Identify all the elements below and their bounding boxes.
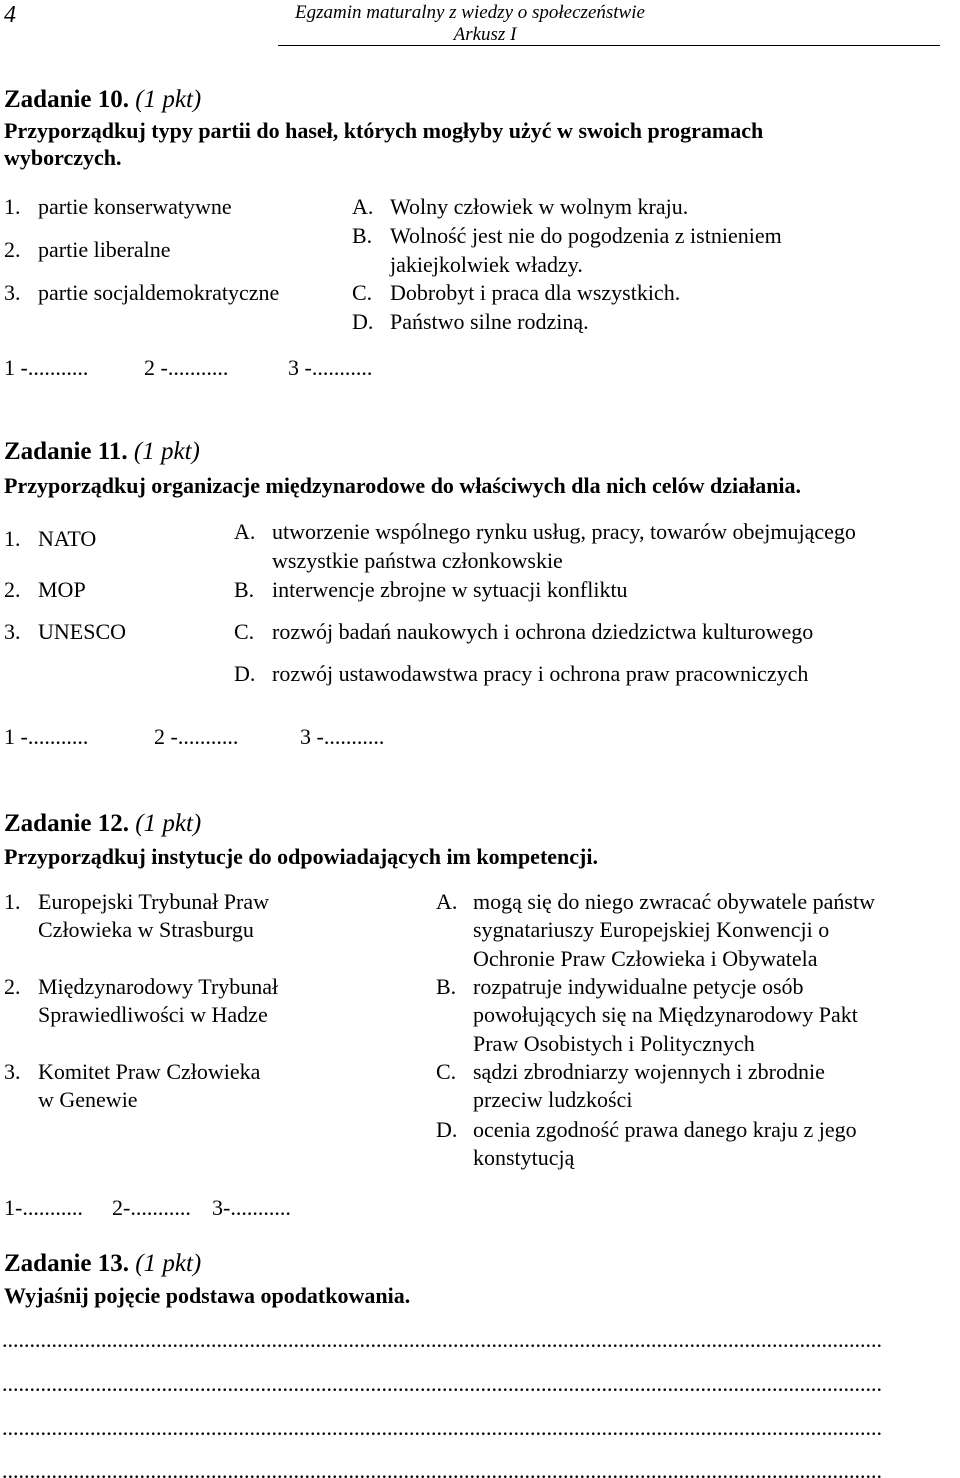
z12-right-letter: A. [436, 889, 458, 914]
header-title: Egzamin maturalny z wiedzy o społeczeństwie [295, 2, 645, 23]
z10-right-text: Dobrobyt i praca dla wszystkich. [390, 280, 681, 305]
z10-right-letter: B. [352, 223, 373, 248]
z10-answer-1[interactable]: 1 -........... [4, 355, 89, 380]
z12-answer-1[interactable]: 1-........... [4, 1195, 83, 1220]
z13-answer-line-1[interactable]: ................................................................................................................................................................ [2, 1327, 882, 1352]
z10-left-label: partie socjaldemokratyczne [38, 280, 280, 305]
z10-right-letter: D. [352, 309, 374, 334]
z11-right-letter: A. [234, 519, 256, 544]
z12-left-text: Międzynarodowy Trybunał [38, 974, 279, 999]
z12-left-number: 2. [4, 974, 21, 999]
z11-title: Zadanie 11. [4, 438, 128, 465]
z11-left-label: UNESCO [38, 619, 127, 644]
z11-left-number: 2. [4, 577, 21, 602]
z11-right-b [234, 577, 628, 603]
z10-points: (1 pkt) [135, 86, 202, 113]
z10-right-c [352, 280, 681, 306]
z11-answer-3[interactable]: 3 -........... [300, 724, 385, 749]
z10-title: Zadanie 10. [4, 86, 130, 113]
z10-answer-2[interactable]: 2 -........... [144, 355, 229, 380]
z11-answer-2[interactable]: 2 -........... [154, 724, 239, 749]
z10-heading [4, 86, 201, 114]
z10-right-text: Państwo silne rodziną. [390, 309, 589, 334]
z12-left-3 [4, 1059, 261, 1112]
z12-left-number: 3. [4, 1059, 21, 1084]
z12-right-letter: B. [436, 974, 457, 999]
z11-right-letter: C. [234, 619, 255, 644]
z12-left-text: Komitet Praw Człowieka [38, 1059, 261, 1084]
z11-left-number: 3. [4, 619, 21, 644]
z12-points: (1 pkt) [135, 810, 202, 837]
z12-answer-3[interactable]: 3-........... [212, 1195, 291, 1220]
z11-right-letter: D. [234, 661, 256, 686]
z11-right-a [234, 519, 856, 573]
z10-left-number: 2. [4, 237, 21, 262]
z11-heading [4, 438, 200, 466]
z10-right-text-cont: jakiejkolwiek władzy. [390, 252, 583, 277]
z10-left-2 [4, 237, 171, 263]
header-subtitle: Arkusz I [453, 24, 517, 45]
z10-right-a [352, 194, 689, 220]
z12-right-a [436, 889, 875, 971]
z10-left-label: partie liberalne [38, 237, 171, 262]
z10-right-b [352, 223, 782, 277]
z11-left-label: NATO [38, 526, 97, 551]
z12-left-number: 1. [4, 889, 21, 914]
z11-right-text: utworzenie wspólnego rynku usług, pracy, towarów obejmującego [272, 519, 856, 544]
z13-points: (1 pkt) [135, 1250, 202, 1277]
z12-right-text-cont: powołujących się na Międzynarodowy Pakt [473, 1002, 858, 1027]
z13-answer-line-4[interactable]: ................................................................................................................................................................ [2, 1458, 882, 1478]
z12-right-text: ocenia zgodność prawa danego kraju z jego [473, 1117, 857, 1142]
z12-left-text: Europejski Trybunał Praw [38, 889, 269, 914]
z10-right-text: Wolny człowiek w wolnym kraju. [390, 194, 689, 219]
z12-right-text: rozpatruje indywidualne petycje osób [473, 974, 804, 999]
z12-right-d [436, 1117, 857, 1170]
z13-answer-line-2[interactable]: ................................................................................................................................................................ [2, 1371, 882, 1396]
z12-right-text: sądzi zbrodniarzy wojennych i zbrodnie [473, 1059, 825, 1084]
z10-left-label: partie konserwatywne [38, 194, 232, 219]
z11-right-text-cont: wszystkie państwa członkowskie [272, 548, 563, 573]
z13-answer-line-3[interactable]: ................................................................................................................................................................ [2, 1415, 882, 1440]
z11-right-c [234, 619, 814, 645]
z10-left-number: 3. [4, 280, 21, 305]
z12-right-c [436, 1059, 825, 1112]
z12-right-text-cont: Ochronie Praw Człowieka i Obywatela [473, 946, 818, 971]
z12-right-letter: C. [436, 1059, 457, 1084]
page-number: 4 [4, 2, 16, 28]
z12-right-b [436, 974, 858, 1056]
z11-answer-1[interactable]: 1 -........... [4, 724, 89, 749]
z12-answer-2[interactable]: 2-........... [112, 1195, 191, 1220]
z12-heading [4, 810, 201, 838]
z13-instruction: Wyjaśnij pojęcie podstawa opodatkowania. [4, 1283, 411, 1308]
z11-left-number: 1. [4, 526, 21, 551]
z13-title: Zadanie 13. [4, 1250, 130, 1277]
z10-right-d [352, 309, 589, 335]
z11-left-2 [4, 577, 86, 603]
z12-right-letter: D. [436, 1117, 458, 1142]
z12-right-text-cont: przeciw ludzkości [473, 1087, 633, 1112]
z12-instruction: Przyporządkuj instytucje do odpowiadających im kompetencji. [4, 844, 598, 869]
z12-right-text: mogą się do niego zwracać obywatele państw [473, 889, 875, 914]
z12-title: Zadanie 12. [4, 810, 130, 837]
z12-left-text-cont: Człowieka w Strasburgu [38, 917, 254, 942]
z12-left-2 [4, 974, 279, 1027]
z11-left-3 [4, 619, 127, 645]
z10-left-number: 1. [4, 194, 21, 219]
z12-left-text-cont: Sprawiedliwości w Hadze [38, 1002, 268, 1027]
z10-instruction-1: Przyporządkuj typy partii do haseł, których mogłyby użyć w swoich programach [4, 118, 764, 143]
z10-right-text: Wolność jest nie do pogodzenia z istnieniem [390, 223, 782, 248]
z12-right-text-cont: konstytucją [473, 1145, 575, 1170]
z13-heading [4, 1250, 201, 1278]
z11-right-text: interwencje zbrojne w sytuacji konfliktu [272, 577, 628, 602]
z11-right-text: rozwój ustawodawstwa pracy i ochrona praw pracowniczych [272, 661, 809, 686]
z12-right-text-cont: sygnatariuszy Europejskiej Konwencji o [473, 917, 830, 942]
z10-answer-3[interactable]: 3 -........... [288, 355, 373, 380]
z10-right-letter: C. [352, 280, 373, 305]
z12-left-text-cont: w Genewie [38, 1087, 138, 1112]
z11-right-letter: B. [234, 577, 255, 602]
header-rule [278, 45, 940, 46]
z12-left-1 [4, 889, 269, 942]
z10-instruction-2: wyborczych. [4, 145, 122, 170]
z10-left-3 [4, 280, 304, 306]
z11-points: (1 pkt) [133, 438, 200, 465]
z11-instruction: Przyporządkuj organizacje międzynarodowe do właściwych dla nich celów działania. [4, 473, 802, 498]
z11-right-text: rozwój badań naukowych i ochrona dziedzictwa kulturowego [272, 619, 814, 644]
z11-left-1 [4, 526, 97, 552]
z11-left-label: MOP [38, 577, 86, 602]
z10-left-1 [4, 194, 232, 220]
z12-right-text-cont: Praw Osobistych i Politycznych [473, 1031, 755, 1056]
z10-right-letter: A. [352, 194, 374, 219]
z11-right-d [234, 661, 809, 687]
